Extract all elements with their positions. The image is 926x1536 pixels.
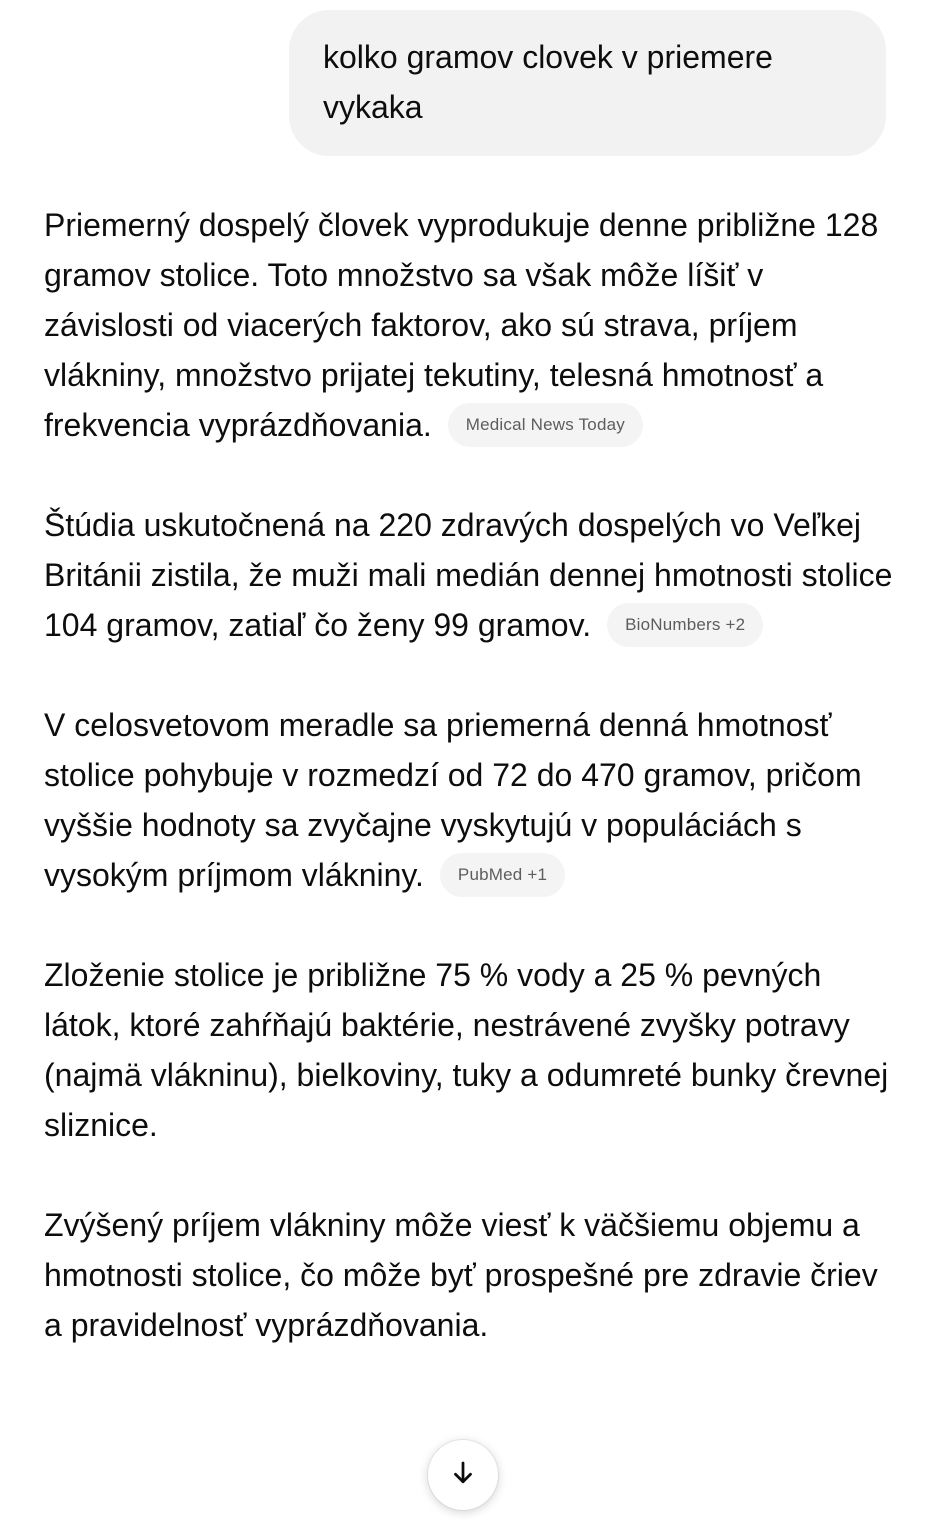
citation-chip-bionumbers[interactable]: BioNumbers +2: [607, 603, 763, 647]
citation-chip-pubmed[interactable]: PubMed +1: [440, 853, 565, 897]
paragraph-text: Zvýšený príjem vlákniny môže viesť k väčšiemu objemu a hmotnosti stolice, čo môže byť prospešné pre zdravie čriev a pravidelnosť vyprázdňovania.: [44, 1207, 878, 1343]
assistant-response: [44, 200, 894, 1400]
paragraph-text: Zloženie stolice je približne 75 % vody a 25 % pevných látok, ktoré zahŕňajú baktérie, nestrávené zvyšky potravy (najmä vlákninu), bielkoviny, tuky a odumreté bunky črevnej sliznice.: [44, 957, 889, 1143]
paragraph-text: Štúdia uskutočnená na 220 zdravých dospelých vo Veľkej Británii zistila, že muži mali medián dennej hmotnosti stolice 104 gramov, zatiaľ čo ženy 99 gramov.: [44, 507, 893, 643]
assistant-paragraph-5: [44, 1200, 894, 1350]
paragraph-text: V celosvetovom meradle sa priemerná denná hmotnosť stolice pohybuje v rozmedzí od 72 do 470 gramov, pričom vyššie hodnoty sa zvyčajne vyskytujú v populáciách s vysokým príjmom vlákniny.: [44, 707, 862, 893]
arrow-down-icon: [448, 1458, 478, 1493]
paragraph-text: Priemerný dospelý človek vyprodukuje denne približne 128 gramov stolice. Toto množstvo sa však môže líšiť v závislosti od viacerých faktorov, ako sú strava, príjem vlákniny, množstvo prijatej tekutiny, telesná hmotnosť a frekvencia vyprázdňovania.: [44, 207, 879, 443]
citation-chip-medical-news-today[interactable]: Medical News Today: [448, 403, 643, 447]
assistant-paragraph-2: [44, 500, 894, 650]
assistant-paragraph-4: [44, 950, 894, 1150]
scroll-to-bottom-button[interactable]: [428, 1440, 498, 1510]
assistant-paragraph-3: [44, 700, 894, 900]
assistant-paragraph-1: [44, 200, 894, 450]
user-message-row: [289, 10, 886, 156]
user-message-bubble: kolko gramov clovek v priemere vykaka: [289, 10, 886, 156]
